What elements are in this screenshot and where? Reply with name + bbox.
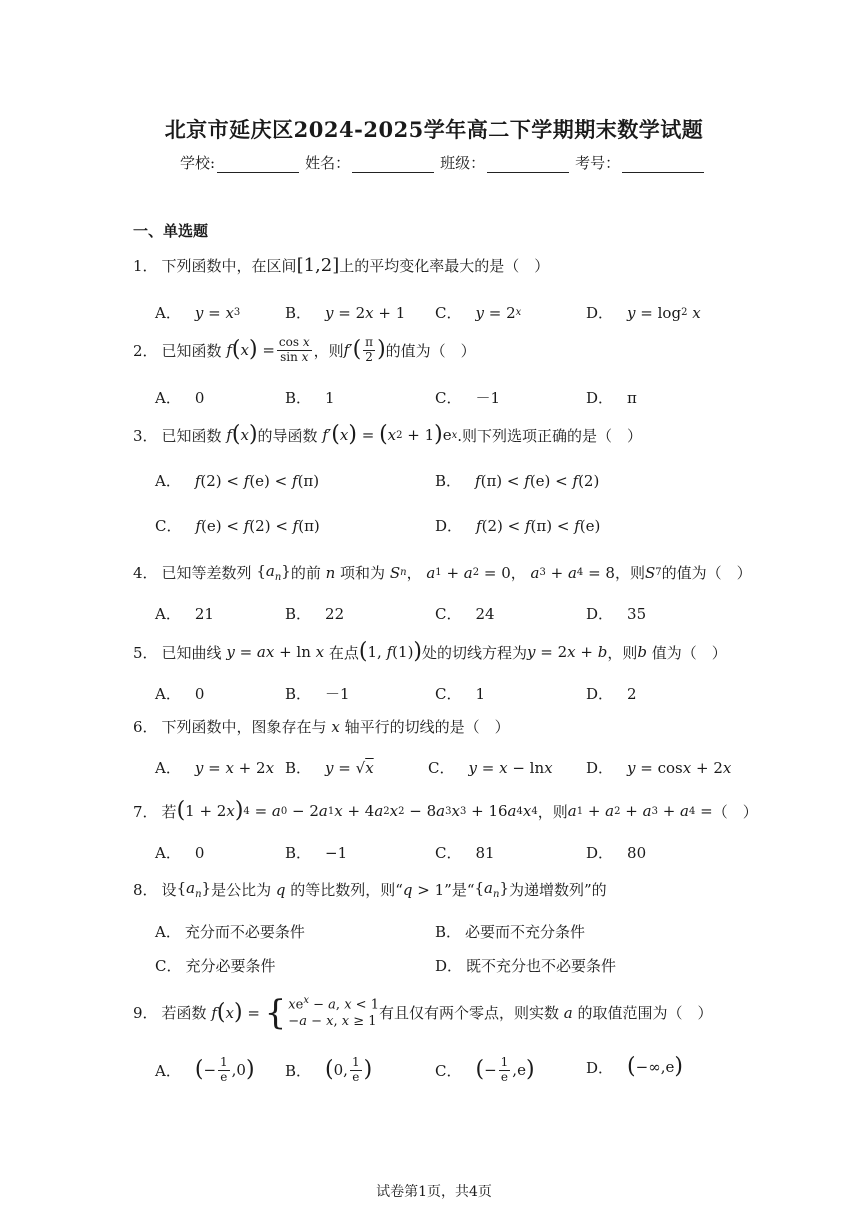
q9-option-a[interactable]: A． ( − $\frac{1}{e}$ ,0 ) [155,1055,255,1084]
piecewise-function: $xe^x - a$, x < 1 −a − x, x ≥ 1 [288,995,379,1030]
question-2: 2． 已知函数 f ( x ) = $\frac{\text{cos x}}{\text{sin x}}$ ，则 f ′ ( $\frac{\pi}{2}$ ) 的值为（ ） [133,335,476,364]
q9-option-d[interactable]: D． ( −∞,e ) [586,1054,683,1079]
q5-option-a[interactable]: A． 0 [155,684,205,703]
q2-option-b[interactable]: B． 1 [285,388,335,407]
page-title: 北京市延庆区2024-2025学年高二下学期期末数学试题 [164,117,704,142]
q6-option-a[interactable]: A． y = x + 2 x [155,758,275,777]
question-3: 3． 已知函数 f ( x ) 的导函数 f ′ ( x ) = ( x 2 + 1 ) e x .则下列选项正确的是（ ） [133,422,643,447]
q3-option-a[interactable]: A． f (2) < f (e) < f (π) [155,471,320,490]
question-9: 9． 若函数 f ( x ) = { $xe^x - a$, x < 1 −a − x, x ≥ 1 有且仅有两个零点，则实数 a 的取值范围为（ ） [133,992,713,1033]
q6-option-b[interactable]: B． y = √ x [285,758,374,777]
q5-option-b[interactable]: B． －1 [285,685,350,703]
q4-option-c[interactable]: C． 24 [435,604,495,623]
q8-option-b[interactable]: B． 必要而不充分条件 [435,923,586,941]
question-8: 8． 设 $\{a_n\}$ 是公比为 q 的等比数列，则“ q > 1 ”是“ $\{a_n\}$ 为递增数列”的 [133,879,607,900]
school-label: 学校: [180,154,216,172]
exam-no-label: 考号： [575,154,621,172]
q3-option-d[interactable]: D． f (2) < f (π) < f (e) [435,516,601,535]
q5-option-d[interactable]: D． 2 [586,684,637,703]
q1-option-d[interactable]: D． y = log 2 x [586,303,701,322]
q7-option-c[interactable]: C． 81 [435,843,495,862]
q4-option-d[interactable]: D． 35 [586,604,647,623]
school-blank[interactable] [217,156,299,173]
class-label: 班级： [440,154,486,172]
name-label: 姓名： [305,154,351,172]
q1-option-b[interactable]: B． y = 2 x + 1 [285,303,406,322]
page-footer: 试卷第1页，共4页 [376,1184,492,1200]
question-6: 6． 下列函数中，图象存在与 x 轴平行的切线的是（ ） [133,717,510,736]
q1-option-a[interactable]: A． y = x 3 [155,303,241,322]
q6-option-c[interactable]: C． y = x − ln x [428,758,553,777]
q4-option-b[interactable]: B． 22 [285,604,345,623]
q4-option-a[interactable]: A． 21 [155,604,214,623]
question-7: 7． 若 ( 1 + 2 x ) 4 = a 0 − 2 a 1 x + 4 a 2 x 2 − 8 a 3 x 3 + 16 a 4 x 4 ，则 a 1 + a 2 + a 3 + a 4 = （ ） [133,798,758,823]
interval: [1,2] [296,255,340,276]
q9-option-b[interactable]: B． ( 0, $\frac{1}{e}$ ) [285,1055,373,1084]
question-4: 4． 已知等差数列 $\{a_n\}$ 的前 n 项和为 S n ， a 1 + a 2 = 0， a 3 + a 4 = 8 ，则 S 7 的值为（ ） [133,562,752,583]
q9-option-c[interactable]: C． ( − $\frac{1}{e}$ ,e ) [435,1055,535,1084]
q2-option-a[interactable]: A． 0 [155,388,205,407]
name-blank[interactable] [352,156,434,173]
q7-option-b[interactable]: B． −1 [285,843,348,862]
section-heading: 一、单选题 [133,222,209,240]
q5-option-c[interactable]: C． 1 [435,684,486,703]
q7-option-d[interactable]: D． 80 [586,843,647,862]
q1-option-c[interactable]: C． y = 2 x [435,303,522,322]
q3-option-c[interactable]: C． f (e) < f (2) < f (π) [155,516,320,535]
class-blank[interactable] [487,156,569,173]
q2-option-d[interactable]: D． π [586,388,637,407]
q2-option-c[interactable]: C． －1 [435,389,501,407]
q8-option-c[interactable]: C． 充分必要条件 [155,957,276,975]
q6-option-d[interactable]: D． y = cos x + 2 x [586,758,732,777]
exam-no-blank[interactable] [622,156,704,173]
student-info-line [180,152,710,173]
question-1: 1． 下列函数中，在区间 [1,2] 上的平均变化率最大的是（ ） [133,255,550,276]
q8-option-d[interactable]: D． 既不充分也不必要条件 [435,957,617,975]
question-5: 5． 已知曲线 y = ax + ln x 在点 ( 1, f (1) ) 处的切线方程为 y = 2 x + b ，则 b 值为（ ） [133,639,727,664]
q8-option-a[interactable]: A． 充分而不必要条件 [155,923,305,941]
q7-option-a[interactable]: A． 0 [155,843,205,862]
q3-option-b[interactable]: B． f (π) < f (e) < f (2) [435,471,600,490]
